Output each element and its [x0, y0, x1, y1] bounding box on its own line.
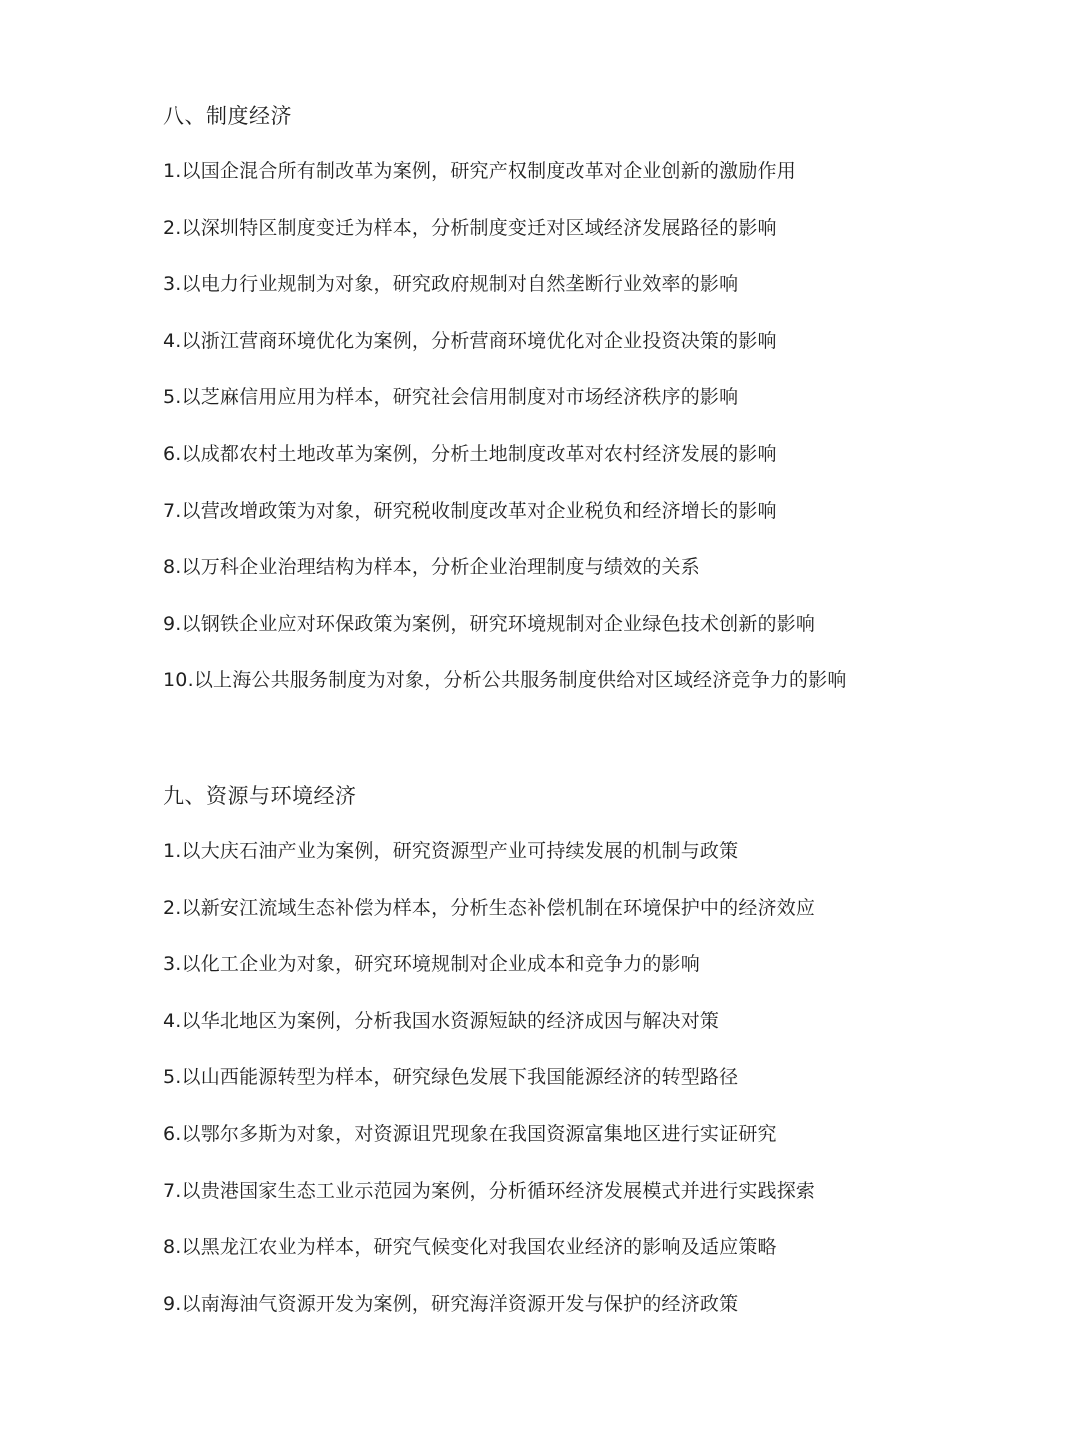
- section-heading: 九、资源与环境经济: [163, 784, 357, 808]
- topic-list: [163, 834, 1043, 1321]
- list-item: 1.以国企混合所有制改革为案例，研究产权制度改革对企业创新的激励作用: [163, 160, 796, 182]
- list-item: 4.以华北地区为案例，分析我国水资源短缺的经济成因与解决对策: [163, 1009, 720, 1032]
- list-item: 8.以黑龙江农业为样本，研究气候变化对我国农业经济的影响及适应策略: [163, 1236, 777, 1259]
- list-item: 3.以化工企业为对象，研究环境规制对企业成本和竞争力的影响: [163, 953, 700, 976]
- list-item: 5.以山西能源转型为样本，研究绿色发展下我国能源经济的转型路径: [163, 1066, 739, 1089]
- list-item: 9.以钢铁企业应对环保政策为案例，研究环境规制对企业绿色技术创新的影响: [163, 612, 816, 635]
- list-item: 4.以浙江营商环境优化为案例，分析营商环境优化对企业投资决策的影响: [163, 329, 777, 352]
- list-item: 5.以芝麻信用应用为样本，研究社会信用制度对市场经济秩序的影响: [163, 386, 739, 409]
- list-item: 10.以上海公共服务制度为对象，分析公共服务制度供给对区域经济竞争力的影响: [163, 669, 847, 692]
- list-item: 8.以万科企业治理结构为样本，分析企业治理制度与绩效的关系: [163, 556, 700, 579]
- section-resource-environment-economics: [163, 778, 1043, 1343]
- list-item: 2.以新安江流域生态补偿为样本，分析生态补偿机制在环境保护中的经济效应: [163, 896, 816, 919]
- list-item: 3.以电力行业规制为对象，研究政府规制对自然垄断行业效率的影响: [163, 273, 739, 296]
- list-item: 6.以成都农村土地改革为案例，分析土地制度改革对农村经济发展的影响: [163, 442, 777, 465]
- list-item: 6.以鄂尔多斯为对象，对资源诅咒现象在我国资源富集地区进行实证研究: [163, 1122, 777, 1145]
- list-item: 7.以贵港国家生态工业示范园为案例，分析循环经济发展模式并进行实践探索: [163, 1179, 816, 1202]
- list-item: 1.以大庆石油产业为案例，研究资源型产业可持续发展的机制与政策: [163, 840, 739, 862]
- list-item: 2.以深圳特区制度变迁为样本，分析制度变迁对区域经济发展路径的影响: [163, 216, 777, 239]
- list-item: 9.以南海油气资源开发为案例，研究海洋资源开发与保护的经济政策: [163, 1292, 739, 1315]
- topic-list: [163, 154, 1043, 697]
- section-heading: 八、制度经济: [163, 104, 292, 128]
- list-item: 7.以营改增政策为对象，研究税收制度改革对企业税负和经济增长的影响: [163, 499, 777, 522]
- section-institutional-economics: [163, 98, 1043, 720]
